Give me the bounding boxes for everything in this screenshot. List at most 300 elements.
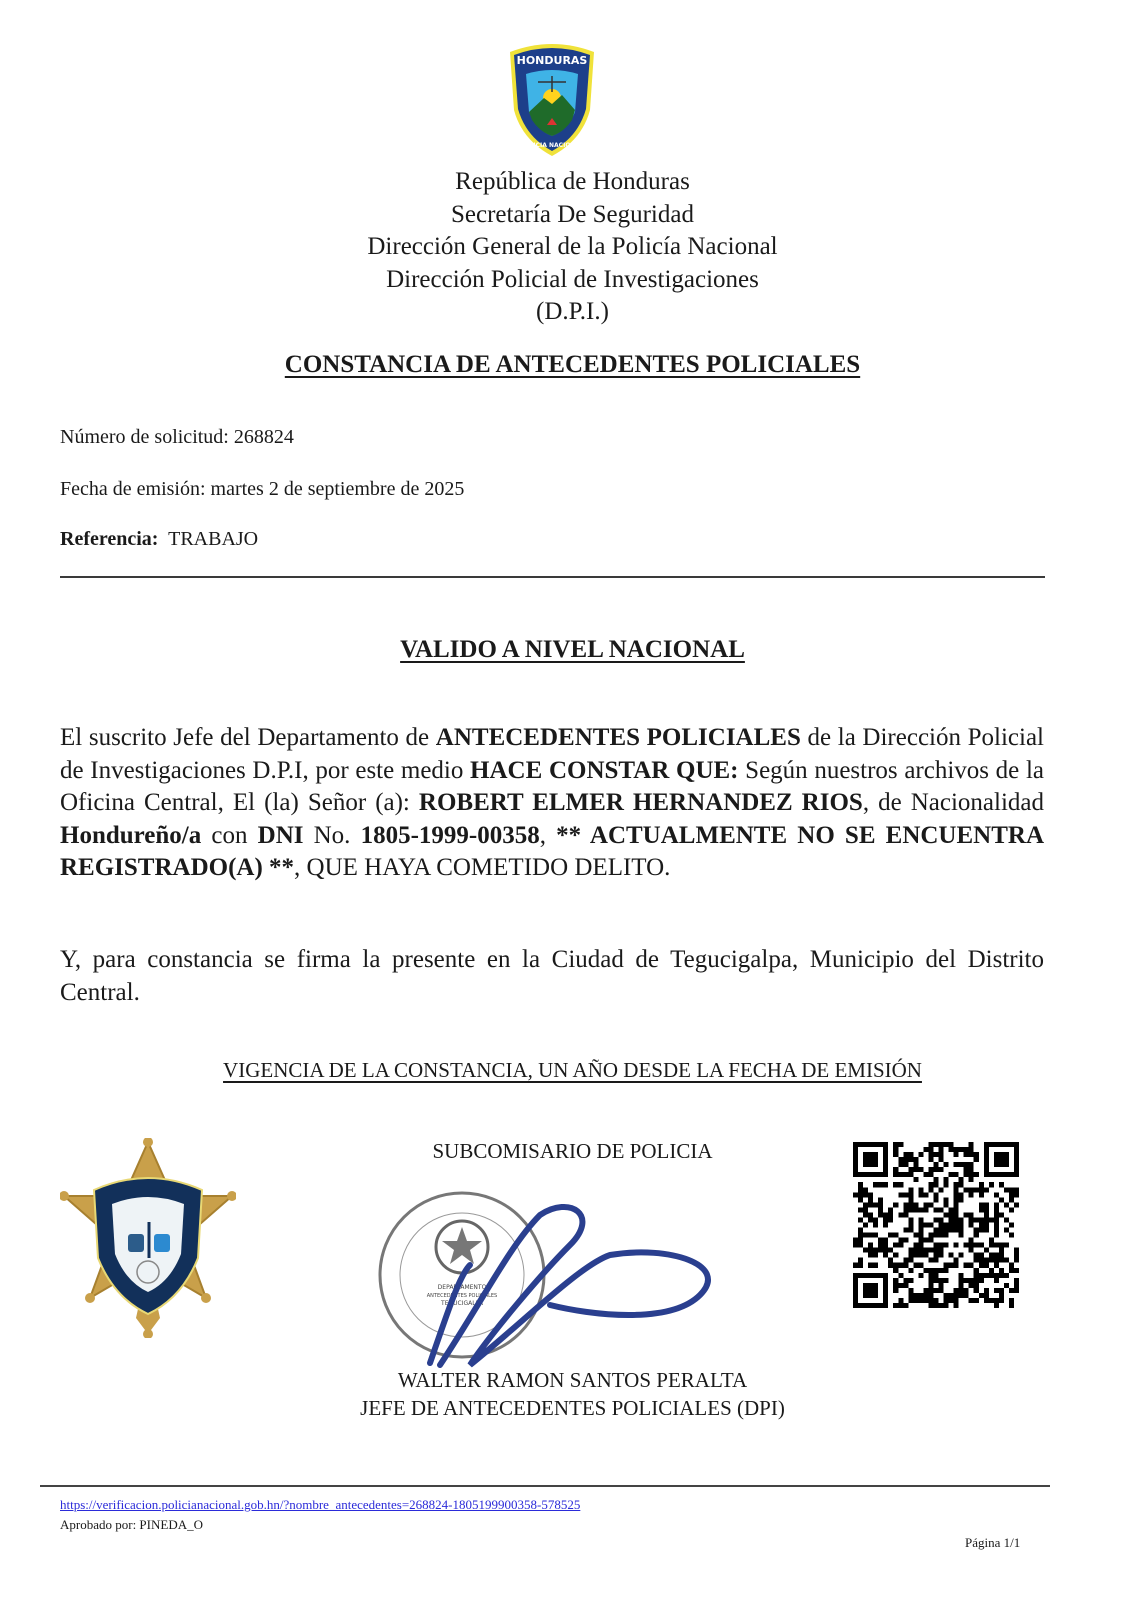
qr-module	[984, 1298, 989, 1303]
qr-module	[954, 1147, 959, 1152]
qr-module	[949, 1217, 954, 1222]
qr-module	[878, 1182, 883, 1187]
qr-module	[863, 1233, 868, 1238]
qr-module	[969, 1162, 974, 1167]
qr-module	[858, 1192, 863, 1197]
qr-module	[863, 1212, 868, 1217]
qr-module	[989, 1217, 994, 1222]
qr-module	[858, 1207, 863, 1212]
qr-module	[984, 1273, 989, 1278]
qr-module	[928, 1288, 933, 1293]
qr-module	[868, 1202, 873, 1207]
qr-module	[974, 1243, 979, 1248]
qr-module	[898, 1238, 903, 1243]
qr-module	[918, 1273, 923, 1278]
qr-module	[908, 1278, 913, 1283]
qr-module	[928, 1202, 933, 1207]
qr-module	[863, 1222, 868, 1227]
qr-module	[969, 1243, 974, 1248]
qr-module	[969, 1212, 974, 1217]
qr-module	[984, 1217, 989, 1222]
qr-module	[949, 1142, 954, 1147]
qr-module	[893, 1167, 898, 1172]
referencia-label: Referencia:	[60, 528, 159, 550]
qr-module	[928, 1278, 933, 1283]
qr-module	[928, 1157, 933, 1162]
verification-link[interactable]: https://verificacion.policianacional.gob.hn/?nombre_antecedentes=268824-1805199900358-578525	[60, 1497, 581, 1512]
qr-module	[984, 1258, 989, 1263]
qr-module	[954, 1202, 959, 1207]
verification-qr-code[interactable]	[853, 1142, 1019, 1308]
qr-module	[969, 1147, 974, 1152]
qr-module	[944, 1142, 949, 1147]
qr-module	[923, 1202, 928, 1207]
qr-module	[974, 1217, 979, 1222]
qr-module	[954, 1217, 959, 1222]
qr-module	[893, 1152, 898, 1157]
qr-module	[908, 1293, 913, 1298]
qr-module	[954, 1298, 959, 1303]
qr-module	[1004, 1202, 1009, 1207]
qr-module	[908, 1268, 913, 1273]
qr-module	[908, 1298, 913, 1303]
qr-module	[974, 1268, 979, 1273]
footer-divider	[40, 1485, 1050, 1487]
qr-module	[949, 1212, 954, 1217]
qr-module	[913, 1243, 918, 1248]
qr-module	[954, 1228, 959, 1233]
qr-module	[853, 1243, 858, 1248]
qr-module	[944, 1228, 949, 1233]
qr-module	[954, 1212, 959, 1217]
qr-module	[954, 1258, 959, 1263]
qr-module	[944, 1233, 949, 1238]
qr-module	[994, 1222, 999, 1227]
document-title	[0, 351, 1145, 379]
qr-module	[994, 1192, 999, 1197]
qr-module	[903, 1157, 908, 1162]
qr-module	[979, 1243, 984, 1248]
qr-module	[984, 1212, 989, 1217]
qr-module	[888, 1248, 893, 1253]
p1-text: No.	[303, 821, 361, 849]
qr-module	[999, 1212, 1004, 1217]
qr-module	[918, 1222, 923, 1227]
qr-module	[908, 1192, 913, 1197]
qr-module	[979, 1182, 984, 1187]
qr-module	[933, 1278, 938, 1283]
qr-module	[933, 1273, 938, 1278]
qr-module	[893, 1268, 898, 1273]
qr-module	[949, 1207, 954, 1212]
qr-module	[979, 1217, 984, 1222]
qr-module	[994, 1263, 999, 1268]
qr-module	[923, 1222, 928, 1227]
qr-module	[928, 1187, 933, 1192]
qr-module	[868, 1243, 873, 1248]
qr-module	[898, 1192, 903, 1197]
qr-module	[898, 1162, 903, 1167]
qr-module	[959, 1177, 964, 1182]
qr-module	[974, 1288, 979, 1293]
qr-module	[928, 1167, 933, 1172]
qr-module	[923, 1248, 928, 1253]
qr-module	[969, 1278, 974, 1283]
qr-module	[1014, 1248, 1019, 1253]
qr-module	[918, 1187, 923, 1192]
qr-module	[913, 1157, 918, 1162]
qr-module	[979, 1253, 984, 1258]
qr-module	[979, 1228, 984, 1233]
qr-module	[944, 1298, 949, 1303]
qr-module	[984, 1263, 989, 1268]
qr-module	[883, 1238, 888, 1243]
qr-module	[878, 1248, 883, 1253]
header-line-dpi: (D.P.I.)	[536, 298, 609, 325]
qr-module	[954, 1197, 959, 1202]
qr-module	[903, 1228, 908, 1233]
qr-module	[939, 1167, 944, 1172]
qr-module	[994, 1273, 999, 1278]
qr-module	[903, 1263, 908, 1268]
qr-module	[928, 1273, 933, 1278]
qr-module	[853, 1192, 858, 1197]
qr-module	[1009, 1207, 1014, 1212]
qr-module	[928, 1238, 933, 1243]
qr-module	[969, 1142, 974, 1147]
approved-by: Aprobado por: PINEDA_O	[60, 1517, 203, 1532]
qr-module	[954, 1192, 959, 1197]
qr-module	[908, 1258, 913, 1263]
qr-module	[944, 1202, 949, 1207]
qr-module	[969, 1152, 974, 1157]
qr-module	[984, 1288, 989, 1293]
qr-module	[883, 1222, 888, 1227]
qr-module	[868, 1197, 873, 1202]
qr-module	[918, 1228, 923, 1233]
qr-module	[939, 1268, 944, 1273]
qr-module	[984, 1248, 989, 1253]
qr-module	[898, 1243, 903, 1248]
qr-module	[939, 1283, 944, 1288]
qr-module	[979, 1187, 984, 1192]
qr-module	[964, 1263, 969, 1268]
qr-module	[994, 1207, 999, 1212]
qr-module	[959, 1228, 964, 1233]
qr-module	[903, 1207, 908, 1212]
qr-module	[908, 1197, 913, 1202]
qr-module	[954, 1293, 959, 1298]
qr-module	[994, 1217, 999, 1222]
qr-module	[923, 1172, 928, 1177]
qr-module	[933, 1192, 938, 1197]
p1-text: con	[201, 821, 258, 849]
qr-module	[888, 1263, 893, 1268]
qr-module	[928, 1152, 933, 1157]
qr-module	[908, 1172, 913, 1177]
qr-module	[999, 1268, 1004, 1273]
qr-module	[858, 1217, 863, 1222]
qr-module	[898, 1283, 903, 1288]
qr-module	[928, 1283, 933, 1288]
qr-module	[939, 1243, 944, 1248]
validity-heading-text: VALIDO A NIVEL NACIONAL	[400, 636, 745, 663]
qr-module	[959, 1192, 964, 1197]
qr-module	[903, 1192, 908, 1197]
qr-finder	[994, 1152, 1009, 1167]
qr-module	[858, 1243, 863, 1248]
qr-finder	[863, 1152, 878, 1167]
qr-module	[994, 1243, 999, 1248]
qr-module	[928, 1248, 933, 1253]
qr-module	[949, 1298, 954, 1303]
qr-module	[969, 1298, 974, 1303]
qr-module	[989, 1258, 994, 1263]
qr-module	[994, 1258, 999, 1263]
qr-module	[979, 1263, 984, 1268]
qr-module	[918, 1217, 923, 1222]
qr-module	[863, 1202, 868, 1207]
qr-module	[888, 1233, 893, 1238]
qr-module	[944, 1243, 949, 1248]
qr-module	[964, 1243, 969, 1248]
qr-module	[954, 1303, 959, 1308]
qr-module	[999, 1197, 1004, 1202]
qr-module	[893, 1172, 898, 1177]
p1-text: ,	[539, 821, 557, 849]
qr-module	[944, 1293, 949, 1298]
qr-module	[939, 1157, 944, 1162]
qr-module	[873, 1233, 878, 1238]
qr-module	[888, 1207, 893, 1212]
qr-module	[858, 1258, 863, 1263]
qr-module	[868, 1248, 873, 1253]
qr-module	[989, 1298, 994, 1303]
qr-module	[994, 1202, 999, 1207]
qr-module	[893, 1303, 898, 1308]
qr-module	[959, 1147, 964, 1152]
qr-module	[903, 1202, 908, 1207]
qr-module	[979, 1207, 984, 1212]
qr-module	[873, 1263, 878, 1268]
qr-module	[873, 1217, 878, 1222]
p1-text: , QUE HAYA COMETIDO DELITO.	[294, 854, 671, 881]
qr-module	[888, 1217, 893, 1222]
qr-module	[1009, 1222, 1014, 1227]
qr-module	[923, 1147, 928, 1152]
qr-module	[918, 1233, 923, 1238]
qr-module	[928, 1293, 933, 1298]
svg-text:ANTECEDENTES POLICIALES: ANTECEDENTES POLICIALES	[426, 1293, 498, 1299]
qr-module	[878, 1197, 883, 1202]
qr-module	[1014, 1278, 1019, 1283]
qr-module	[933, 1197, 938, 1202]
qr-module	[994, 1233, 999, 1238]
qr-module	[949, 1147, 954, 1152]
qr-module	[939, 1207, 944, 1212]
qr-module	[923, 1298, 928, 1303]
solicitud-row	[60, 426, 294, 449]
qr-module	[898, 1303, 903, 1308]
p1-text: Según nuestros archivos de la Oficina Central, El (la) Señor (a):	[60, 756, 1044, 816]
qr-module	[933, 1303, 938, 1308]
qr-module	[984, 1187, 989, 1192]
qr-module	[923, 1268, 928, 1273]
qr-module	[954, 1222, 959, 1227]
qr-module	[949, 1253, 954, 1258]
qr-module	[939, 1253, 944, 1258]
qr-module	[939, 1233, 944, 1238]
qr-module	[939, 1278, 944, 1283]
qr-module	[893, 1243, 898, 1248]
qr-module	[878, 1243, 883, 1248]
qr-module	[913, 1248, 918, 1253]
qr-module	[923, 1253, 928, 1258]
qr-module	[939, 1147, 944, 1152]
qr-module	[918, 1263, 923, 1268]
qr-module	[873, 1253, 878, 1258]
qr-module	[918, 1192, 923, 1197]
qr-module	[933, 1288, 938, 1293]
qr-module	[989, 1268, 994, 1273]
nationality: Hondureño/a	[60, 821, 202, 849]
qr-module	[888, 1258, 893, 1263]
qr-module	[883, 1182, 888, 1187]
qr-module	[994, 1298, 999, 1303]
qr-module	[923, 1207, 928, 1212]
qr-module	[979, 1293, 984, 1298]
divider	[60, 576, 1045, 578]
qr-module	[858, 1182, 863, 1187]
qr-module	[954, 1162, 959, 1167]
qr-module	[954, 1187, 959, 1192]
qr-module	[959, 1162, 964, 1167]
qr-module	[969, 1192, 974, 1197]
qr-module	[908, 1253, 913, 1258]
qr-module	[979, 1258, 984, 1263]
qr-module	[893, 1278, 898, 1283]
qr-module	[999, 1273, 1004, 1278]
qr-module	[913, 1293, 918, 1298]
qr-module	[939, 1303, 944, 1308]
qr-module	[863, 1248, 868, 1253]
qr-module	[969, 1238, 974, 1243]
qr-module	[954, 1172, 959, 1177]
qr-module	[999, 1248, 1004, 1253]
validity-note-text: VIGENCIA DE LA CONSTANCIA, UN AÑO DESDE LA FECHA DE EMISIÓN	[223, 1058, 922, 1082]
qr-module	[883, 1248, 888, 1253]
qr-module	[974, 1253, 979, 1258]
qr-module	[908, 1222, 913, 1227]
qr-module	[858, 1238, 863, 1243]
qr-module	[984, 1222, 989, 1227]
qr-module	[918, 1238, 923, 1243]
qr-module	[858, 1263, 863, 1268]
qr-module	[868, 1263, 873, 1268]
qr-module	[933, 1258, 938, 1263]
honduras-police-shield-icon	[502, 40, 602, 158]
qr-module	[979, 1192, 984, 1197]
qr-module	[959, 1283, 964, 1288]
qr-module	[944, 1303, 949, 1308]
qr-module	[918, 1207, 923, 1212]
qr-module	[928, 1258, 933, 1263]
qr-module	[913, 1202, 918, 1207]
qr-module	[908, 1288, 913, 1293]
qr-module	[959, 1253, 964, 1258]
qr-module	[999, 1253, 1004, 1258]
qr-module	[944, 1263, 949, 1268]
qr-module	[893, 1182, 898, 1187]
qr-module	[944, 1162, 949, 1167]
qr-module	[933, 1152, 938, 1157]
qr-module	[944, 1182, 949, 1187]
signer-name: WALTER RAMON SANTOS PERALTA	[397, 1368, 748, 1392]
qr-module	[1009, 1187, 1014, 1192]
qr-module	[959, 1222, 964, 1227]
qr-module	[964, 1293, 969, 1298]
svg-text:TEGUCIGALPA: TEGUCIGALPA	[441, 1300, 483, 1307]
p1-text: El suscrito Jefe del Departamento de	[60, 724, 436, 751]
qr-module	[969, 1187, 974, 1192]
fecha-value: martes 2 de septiembre de 2025	[210, 478, 465, 500]
qr-module	[939, 1288, 944, 1293]
qr-module	[969, 1177, 974, 1182]
qr-module	[974, 1187, 979, 1192]
qr-module	[933, 1228, 938, 1233]
document-title-text: CONSTANCIA DE ANTECEDENTES POLICIALES	[284, 351, 861, 378]
qr-module	[933, 1177, 938, 1182]
qr-module	[898, 1157, 903, 1162]
qr-module	[954, 1243, 959, 1248]
qr-module	[974, 1228, 979, 1233]
qr-module	[939, 1187, 944, 1192]
qr-module	[903, 1303, 908, 1308]
qr-module	[893, 1263, 898, 1268]
qr-module	[964, 1212, 969, 1217]
qr-module	[908, 1228, 913, 1233]
qr-module	[888, 1212, 893, 1217]
qr-module	[868, 1212, 873, 1217]
qr-module	[933, 1268, 938, 1273]
qr-module	[974, 1298, 979, 1303]
qr-module	[989, 1273, 994, 1278]
signer-position: JEFE DE ANTECEDENTES POLICIALES (DPI)	[360, 1396, 785, 1420]
qr-module	[918, 1253, 923, 1258]
qr-module	[959, 1182, 964, 1187]
qr-module	[908, 1187, 913, 1192]
qr-module	[964, 1187, 969, 1192]
p1-dept: ANTECEDENTES POLICIALES	[435, 724, 801, 751]
qr-module	[893, 1253, 898, 1258]
qr-module	[898, 1142, 903, 1147]
qr-module	[858, 1187, 863, 1192]
qr-module	[883, 1217, 888, 1222]
qr-module	[944, 1268, 949, 1273]
qr-module	[999, 1298, 1004, 1303]
header-line-direccion-general: Dirección General de la Policía Nacional	[367, 233, 778, 260]
qr-module	[903, 1212, 908, 1217]
qr-module	[853, 1238, 858, 1243]
qr-module	[964, 1288, 969, 1293]
qr-module	[954, 1288, 959, 1293]
telematica-badge-icon	[60, 1138, 236, 1338]
qr-module	[999, 1243, 1004, 1248]
qr-module	[918, 1293, 923, 1298]
qr-module	[974, 1283, 979, 1288]
qr-module	[1014, 1288, 1019, 1293]
header-line-direccion-policial: Dirección Policial de Investigaciones	[386, 265, 759, 293]
